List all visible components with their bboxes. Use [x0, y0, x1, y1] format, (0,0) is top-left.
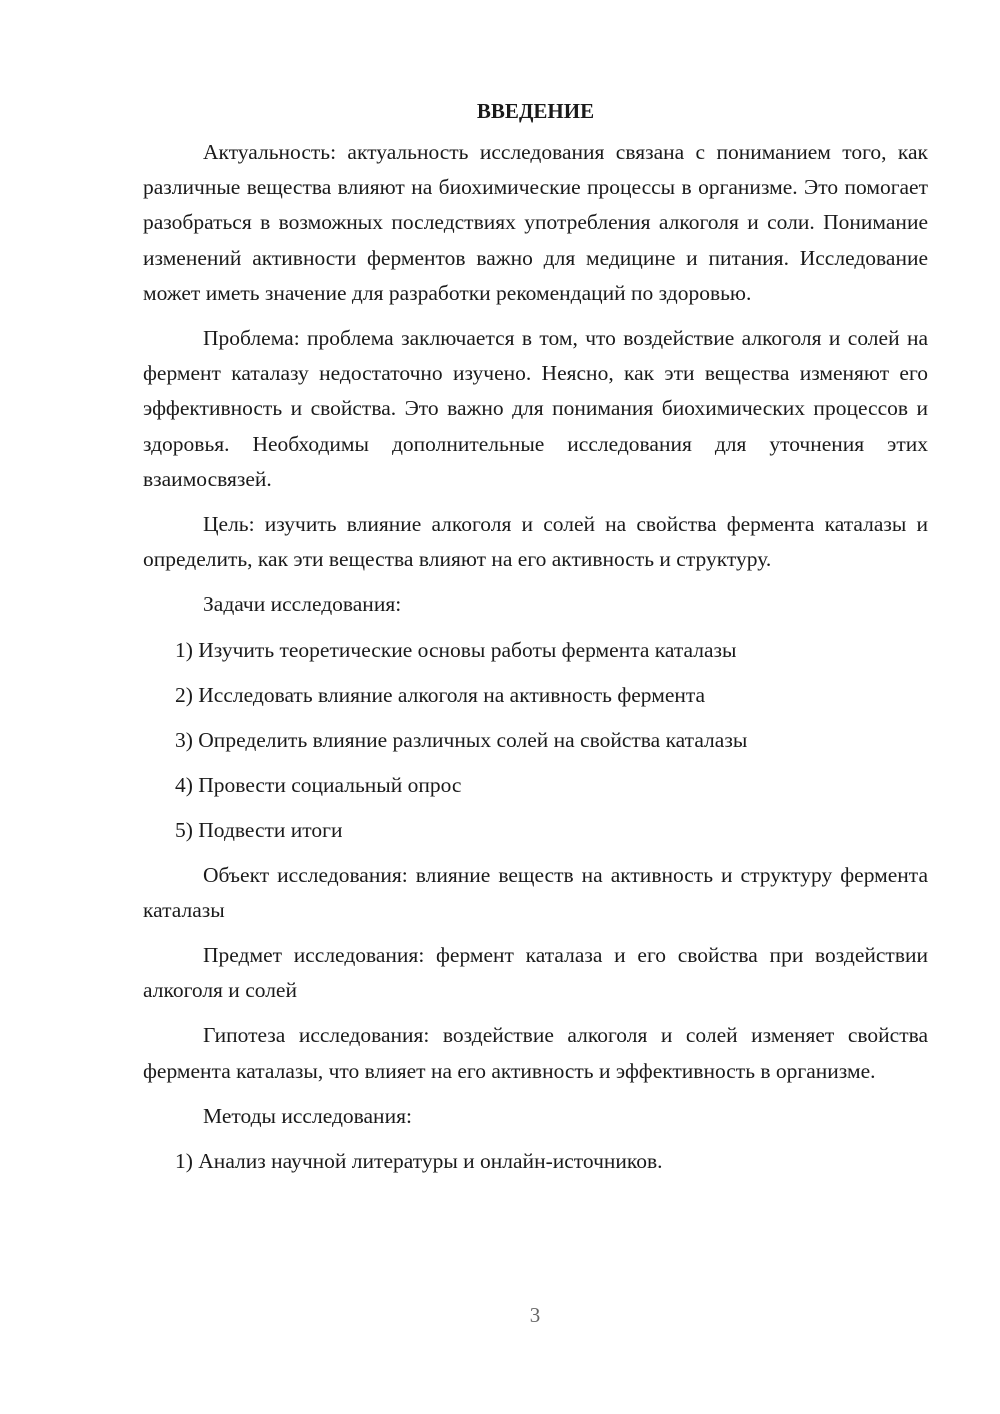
paragraph-subject: Предмет исследования: фермент каталаза и его свойства при воздействии алкоголя и солей	[143, 943, 928, 1003]
paragraph-relevance: Актуальность: актуальность исследования связана с пониманием того, как различные вещества влияют на биохимические процессы в организме. Это помогает разобраться в возможных последствиях употребления алкоголя и соли. Понимание изменений активности ферментов важно для медицине и питания. Исследование может иметь значение для разработки рекомендаций по здоровью.	[143, 140, 928, 305]
list-item: 1) Анализ научной литературы и онлайн-источников.	[175, 1149, 663, 1174]
page-number: 3	[529, 1303, 541, 1327]
document-title: ВВЕДЕНИЕ	[476, 99, 595, 123]
paragraph-goal: Цель: изучить влияние алкоголя и солей на свойства фермента каталазы и определить, как эти вещества влияют на его активность и структуру.	[143, 512, 928, 572]
list-item: 1) Изучить теоретические основы работы фермента каталазы	[175, 637, 737, 662]
methods-heading: Методы исследования:	[203, 1103, 412, 1128]
list-item: 2) Исследовать влияние алкоголя на активность фермента	[175, 682, 706, 707]
list-item: 3) Определить влияние различных солей на свойства каталазы	[175, 727, 748, 752]
paragraph-hypothesis: Гипотеза исследования: воздействие алкоголя и солей изменяет свойства фермента каталазы, что влияет на его активность и эффективность в организме.	[143, 1023, 928, 1083]
list-item: 4) Провести социальный опрос	[175, 772, 462, 797]
paragraph-problem: Проблема: проблема заключается в том, что воздействие алкоголя и солей на фермент каталазу недостаточно изучено. Неясно, как эти вещества изменяют его эффективность и свойства. Это важно для понимания биохимических процессов и здоровья. Необходимы дополнительные исследования для уточнения этих взаимосвязей.	[143, 326, 928, 491]
list-item: 5) Подвести итоги	[175, 817, 343, 842]
document-page	[143, 95, 928, 1189]
tasks-list	[143, 633, 928, 848]
tasks-heading: Задачи исследования:	[203, 592, 402, 617]
methods-list	[143, 1144, 928, 1179]
paragraph-object: Объект исследования: влияние веществ на активность и структуру фермента каталазы	[143, 862, 928, 922]
